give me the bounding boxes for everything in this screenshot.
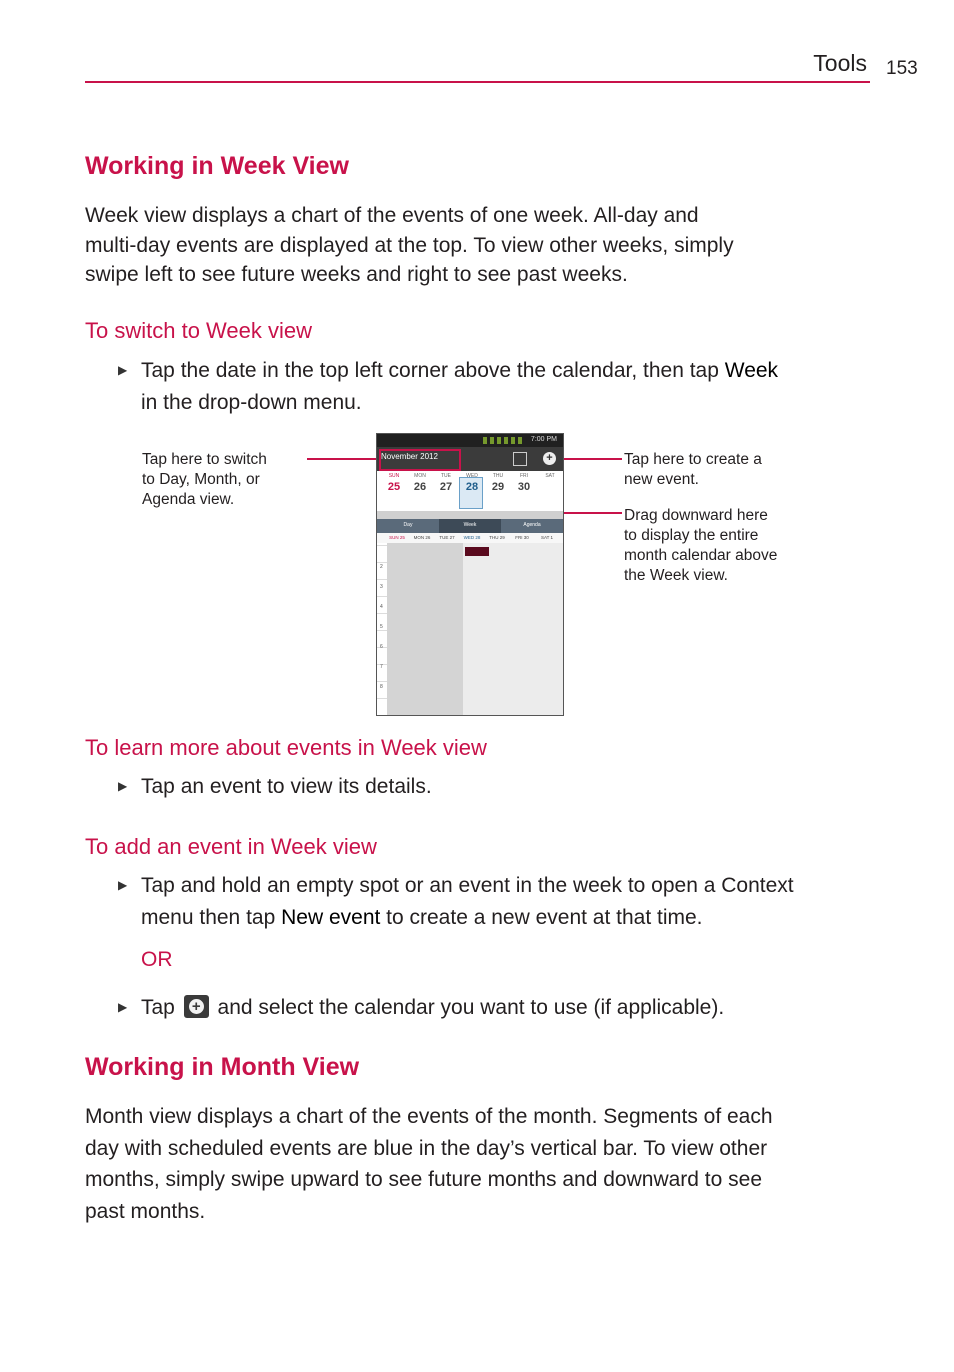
view-tabs xyxy=(377,519,563,533)
switch-week-bullet xyxy=(118,355,858,418)
day-name: THU xyxy=(492,473,504,479)
learn-more-heading: To learn more about events in Week view xyxy=(85,735,487,760)
week-view-heading: Working in Week View xyxy=(85,152,349,180)
switch-week-heading: To switch to Week view xyxy=(85,318,313,343)
callout-line-switch xyxy=(307,458,377,460)
week-header-day: WED 28 xyxy=(463,535,481,540)
month-line-4: past months. xyxy=(85,1199,206,1223)
month-selector[interactable]: November 2012 xyxy=(381,452,438,461)
tab-week[interactable]: Week xyxy=(463,522,477,528)
day-number[interactable]: 29 xyxy=(491,481,505,493)
bullet-arrow-icon: ▶ xyxy=(118,363,128,377)
week-header xyxy=(377,533,563,543)
week-view-intro xyxy=(85,201,875,290)
add-event-bullet-1 xyxy=(118,870,858,933)
day-number[interactable]: 26 xyxy=(413,481,427,493)
hour-label: 2 xyxy=(380,564,383,570)
hour-label: 8 xyxy=(380,684,383,690)
week-option-label: Week xyxy=(724,359,779,382)
day-name: TUE xyxy=(441,473,451,479)
callout-switch-view: Tap here to switch to Day, Month, or Agenda view. xyxy=(142,451,267,508)
month-view-heading: Working in Month View xyxy=(85,1053,360,1081)
day-name: FRI xyxy=(519,473,529,479)
day-number[interactable]: 25 xyxy=(387,481,401,493)
callout-create-event: Tap here to create a new event. xyxy=(624,451,762,488)
hour-label: 5 xyxy=(380,624,383,630)
signal-icon xyxy=(483,437,523,444)
tab-agenda[interactable]: Agenda xyxy=(523,522,541,528)
drag-handle[interactable] xyxy=(377,511,563,519)
day-name: MON xyxy=(414,473,426,479)
add-bullet-line-1: Tap and hold an empty spot or an event in the week to open a Context xyxy=(141,874,794,897)
page-number: 153 xyxy=(886,58,918,79)
month-line-3: months, simply swipe upward to see future months and downward to see xyxy=(85,1168,763,1191)
hour-label: 3 xyxy=(380,584,383,590)
bullet-arrow-icon: ▶ xyxy=(118,1000,128,1014)
week-strip xyxy=(377,471,563,511)
week-header-day: SUN 25 xyxy=(389,535,405,540)
status-bar xyxy=(377,434,563,447)
intro-line-2: multi-day events are displayed at the top. To view other weeks, simply xyxy=(85,233,734,257)
week-header-day: MON 26 xyxy=(413,535,431,540)
week-header-day: THU 29 xyxy=(489,535,505,540)
learn-more-bullet xyxy=(118,771,858,803)
intro-line-3: swipe left to see future weeks and right to see past weeks. xyxy=(85,263,628,286)
hour-label: 7 xyxy=(380,664,383,670)
calendar-title-bar xyxy=(377,447,563,471)
add-event-bullet-2 xyxy=(118,992,858,1024)
or-separator: OR xyxy=(141,948,173,971)
day-name: WED xyxy=(466,473,478,479)
header-rule xyxy=(85,81,870,83)
phone-screenshot xyxy=(376,433,564,716)
add-bullet2-post: and select the calendar you want to use (if applicable). xyxy=(217,996,725,1019)
switch-bullet-pre: Tap the date in the top left corner above the calendar, then tap xyxy=(141,359,725,382)
month-view-body xyxy=(85,1101,875,1227)
week-header-day: SAT 1 xyxy=(540,535,554,540)
month-line-1: Month view displays a chart of the events of the month. Segments of each xyxy=(85,1105,773,1128)
hour-label: 6 xyxy=(380,644,383,650)
section-title: Tools xyxy=(813,50,867,76)
add-event-icon[interactable]: + xyxy=(543,452,556,465)
hour-label: 4 xyxy=(380,604,383,610)
add-circle-icon xyxy=(184,995,209,1018)
day-number[interactable]: 30 xyxy=(517,481,531,493)
switch-bullet-post: in the drop-down menu. xyxy=(141,390,362,414)
new-event-label: New event xyxy=(281,905,381,929)
add-bullet-post: to create a new event at that time. xyxy=(380,905,703,929)
status-time: 7:00 PM xyxy=(530,436,557,443)
event-block[interactable] xyxy=(465,547,489,556)
bullet-arrow-icon: ▶ xyxy=(118,878,128,892)
day-number[interactable]: 28 xyxy=(465,481,479,493)
learn-more-text: Tap an event to view its details. xyxy=(141,775,432,798)
add-event-heading: To add an event in Week view xyxy=(85,834,377,859)
bullet-arrow-icon: ▶ xyxy=(118,779,128,793)
tab-day[interactable]: Day xyxy=(403,522,413,528)
intro-line-1: Week view displays a chart of the events of one week. All-day and xyxy=(85,204,699,227)
highlighted-columns xyxy=(387,543,463,715)
week-header-day: TUE 27 xyxy=(439,535,455,540)
month-line-2: day with scheduled events are blue in the day’s vertical bar. To view other xyxy=(85,1136,768,1160)
day-name: SAT xyxy=(545,473,555,479)
add-bullet2-pre: Tap xyxy=(141,996,175,1019)
add-bullet-pre: menu then tap xyxy=(141,905,282,929)
day-number[interactable]: 27 xyxy=(439,481,453,493)
callout-drag-down: Drag downward here to display the entire month calendar above the Week view. xyxy=(624,507,778,584)
calendar-icon[interactable] xyxy=(513,452,527,466)
day-name: SUN xyxy=(388,473,400,479)
month-selector-highlight xyxy=(379,449,461,471)
week-header-day: FRI 30 xyxy=(515,535,529,540)
